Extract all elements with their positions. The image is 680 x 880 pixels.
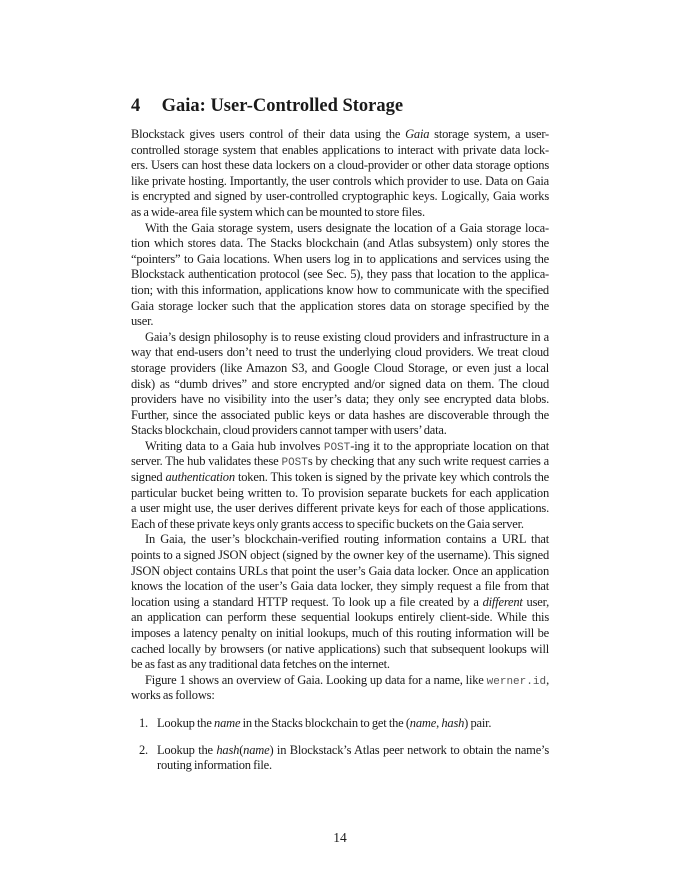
text-line xyxy=(131,267,549,283)
text-run: location using a standard HTTP request. To look up a file created by a xyxy=(131,594,483,609)
text-run: “pointers” to Gaia locations. When users log in to applications and services using the xyxy=(131,251,549,266)
text-run: signed xyxy=(131,470,166,485)
paragraph xyxy=(131,439,549,533)
text-run: particular bucket being written to. To provision separate buckets for each application xyxy=(131,485,549,500)
text-run: knows the location of the user’s Gaia data locker, they simply request a file from that xyxy=(131,579,549,594)
text-line xyxy=(131,532,549,548)
text-run: tion which stores data. The Stacks blockchain (and Atlas subsystem) only stores the xyxy=(131,236,549,251)
list-item xyxy=(131,743,549,774)
text-line xyxy=(131,610,549,626)
text-line xyxy=(157,716,549,732)
text-line xyxy=(131,408,549,424)
italic-text: different xyxy=(482,594,523,609)
text-run: storage providers (like Amazon S3, and Google Cloud Storage, or even just a local xyxy=(131,360,549,375)
text-run: Writing data to a Gaia hub involves xyxy=(145,438,324,453)
text-line xyxy=(131,392,549,408)
text-line xyxy=(131,454,549,470)
italic-text: hash xyxy=(216,742,240,757)
code-text: POST xyxy=(281,457,308,470)
text-line xyxy=(157,743,549,759)
list-item xyxy=(131,716,549,732)
text-run: Each of these private keys only grants access to specific buckets on the Gaia server. xyxy=(131,516,524,531)
paragraph xyxy=(131,221,549,330)
text-run: In Gaia, the user’s blockchain-verified routing information contains a URL that xyxy=(145,532,549,547)
italic-text: hash xyxy=(441,716,465,730)
text-run: ers. Users can host these data lockers on a cloud-provider or other data storage options xyxy=(131,158,549,173)
section-title: Gaia: User-Controlled Storage xyxy=(161,96,404,116)
text-run: controlled storage system that enables applications to interact with private data lock- xyxy=(131,142,549,157)
text-run: an application can perform these sequential lookups entirely client-side. While this xyxy=(131,610,549,625)
text-run: user, xyxy=(522,594,550,609)
body-text xyxy=(131,127,549,704)
text-line xyxy=(131,205,549,221)
text-run: as a wide-area file system which can be mounted to store files. xyxy=(131,204,425,219)
numbered-list xyxy=(131,716,549,785)
page-number: 14 xyxy=(333,830,347,845)
text-run: ) in Blockstack’s Atlas peer network to obtain the name’s xyxy=(269,742,549,757)
text-run: Blockstack gives users control of their data using the xyxy=(131,127,406,141)
text-line xyxy=(131,439,549,455)
text-run: Gaia’s design philosophy is to reuse existing cloud providers and infrastructure in a xyxy=(145,329,549,344)
code-text: POST xyxy=(323,441,351,454)
text-line xyxy=(131,657,549,673)
text-run: disk) as “dumb drives” and store encrypted and/or signed data on them. The cloud xyxy=(131,376,549,391)
text-run: , xyxy=(546,672,549,687)
italic-text: authentication xyxy=(165,470,235,485)
italic-text: name xyxy=(214,716,241,730)
text-line xyxy=(131,221,549,237)
text-run: cached locally by browsers (or native applications) such that subsequent lookups will xyxy=(131,641,549,656)
text-line xyxy=(131,252,549,268)
text-line xyxy=(131,501,549,517)
text-line xyxy=(131,564,549,580)
text-run: server. The hub validates these xyxy=(131,454,282,469)
list-item-number: 1. xyxy=(139,716,148,730)
text-run: in the Stacks blockchain to get the ( xyxy=(240,716,410,730)
text-line xyxy=(131,486,549,502)
text-run: imposes a latency penalty on initial lookups, much of this routing information will be xyxy=(131,626,549,640)
paragraph xyxy=(131,330,549,439)
text-run: providers have no visibility into the user’s data; they only see encrypted data blobs. xyxy=(131,392,549,407)
code-text: werner.id xyxy=(486,675,547,688)
text-run: Gaia storage locker such that the application stores data on storage specified by the xyxy=(131,298,549,313)
text-run: With the Gaia storage system, users designate the location of a Gaia storage loca- xyxy=(145,220,549,235)
text-line xyxy=(131,158,549,174)
text-line xyxy=(131,423,549,439)
text-line xyxy=(131,548,549,564)
text-line xyxy=(131,236,549,252)
text-run: routing information file. xyxy=(157,758,272,773)
text-line xyxy=(131,174,549,190)
text-run: storage system, a user- xyxy=(429,127,550,141)
text-run: token. This token is signed by the private key which controls the xyxy=(234,470,549,485)
text-run: like private hosting. Importantly, the user controls which provider to use. Data on Gaia xyxy=(131,173,549,188)
text-run: a user might use, the user derives different private keys for each of those applications. xyxy=(131,501,549,516)
text-line xyxy=(131,673,549,689)
text-line xyxy=(131,361,549,377)
text-line xyxy=(131,377,549,393)
text-line xyxy=(131,345,549,361)
text-line xyxy=(131,314,549,330)
text-run: tion; with this information, applications know how to communicate with the specified xyxy=(131,282,549,297)
text-run: Figure 1 shows an overview of Gaia. Looking up data for a name, like xyxy=(145,672,487,687)
text-run: Blockstack authentication protocol (see Sec. 5), they pass that location to the applica- xyxy=(131,267,549,282)
text-run: s by checking that any such write request carries a xyxy=(307,454,549,469)
text-line xyxy=(131,626,549,642)
text-line xyxy=(131,189,549,205)
text-run: , xyxy=(436,716,442,730)
italic-text: name xyxy=(243,742,270,757)
text-run: Lookup the xyxy=(157,742,217,757)
section-number: 4 xyxy=(131,96,141,116)
text-line xyxy=(131,127,549,143)
text-run: way that end-users don’t need to trust the underlying cloud providers. We treat cloud xyxy=(131,345,549,360)
italic-text: Gaia xyxy=(405,127,430,141)
paragraph xyxy=(131,127,549,221)
text-run: works as follows: xyxy=(131,688,215,703)
text-line xyxy=(131,579,549,595)
text-run: ( xyxy=(239,742,244,757)
text-run: -ing it to the appropriate location on that xyxy=(350,438,550,453)
text-line xyxy=(131,470,549,486)
text-run: user. xyxy=(131,314,154,329)
paragraph xyxy=(131,532,549,672)
paragraph xyxy=(131,673,549,704)
text-line xyxy=(157,758,549,774)
text-run: be as fast as any traditional data fetches on the internet. xyxy=(131,657,390,672)
text-line xyxy=(131,299,549,315)
text-run: JSON object contains URLs that point the user’s Gaia data locker. Once an application xyxy=(131,563,549,578)
text-run: Lookup the xyxy=(157,716,215,730)
text-run: Stacks blockchain, cloud providers cannot tamper with users’ data. xyxy=(131,423,447,438)
text-line xyxy=(131,642,549,658)
text-line xyxy=(131,283,549,299)
text-run: is encrypted and signed by user-controlled cryptographic keys. Logically, Gaia works xyxy=(131,189,549,204)
text-run: points to a signed JSON object (signed by the owner key of the username). This signed xyxy=(131,548,549,563)
section-heading xyxy=(131,96,403,117)
text-run: Further, since the associated public keys or data hashes are discoverable through the xyxy=(131,407,549,422)
text-line xyxy=(131,517,549,533)
text-line xyxy=(131,688,549,704)
text-line xyxy=(131,330,549,346)
italic-text: name xyxy=(409,716,437,730)
list-item-number: 2. xyxy=(139,742,148,757)
text-line xyxy=(131,143,549,159)
text-line xyxy=(131,595,549,611)
text-run: ) pair. xyxy=(464,716,492,730)
